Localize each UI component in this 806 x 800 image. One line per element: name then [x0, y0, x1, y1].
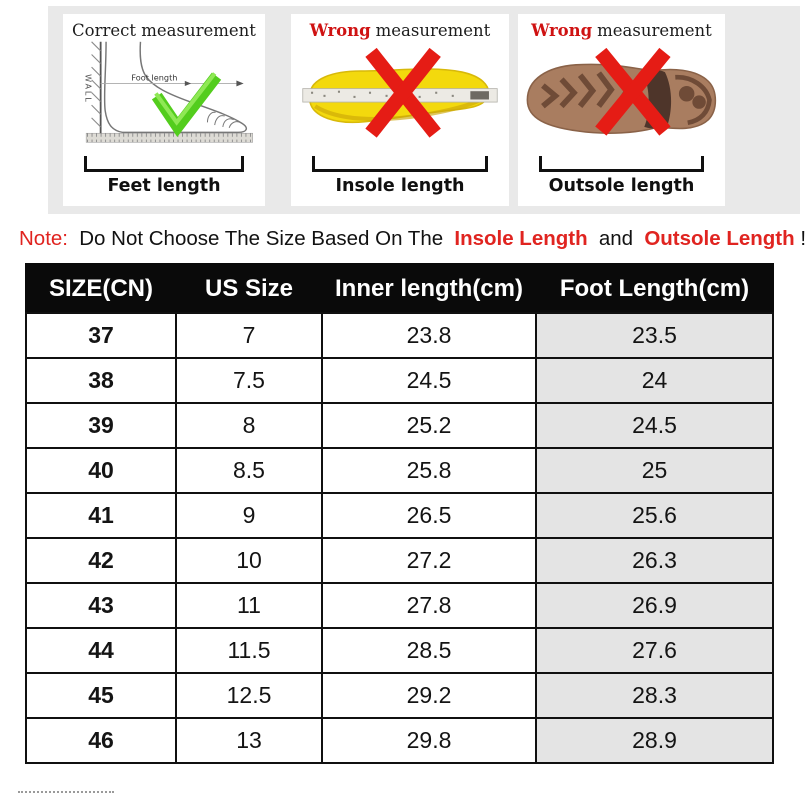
- cell-us-size: 9: [176, 493, 322, 538]
- wall-label: WALL: [83, 74, 94, 104]
- table-row: [26, 448, 773, 493]
- cell-us-size: 11.5: [176, 628, 322, 673]
- cell-size-cn: 45: [26, 673, 176, 718]
- note-exclamation: !: [800, 227, 806, 250]
- ruler-icon: [86, 133, 253, 142]
- note-highlight-outsole: Outsole Length: [644, 227, 795, 250]
- cell-inner-length: 25.2: [322, 403, 536, 448]
- panel-title-text: measurement: [375, 21, 491, 40]
- cell-foot-length: 25: [536, 448, 773, 493]
- feet-length-label: Feet length: [107, 176, 221, 196]
- table-row: [26, 583, 773, 628]
- cell-foot-length: 28.3: [536, 673, 773, 718]
- table-row: [26, 538, 773, 583]
- panel-correct-measurement: [63, 14, 265, 206]
- cell-us-size: 13: [176, 718, 322, 763]
- size-note: [19, 226, 806, 253]
- dotted-line: [18, 791, 114, 793]
- cell-foot-length: 25.6: [536, 493, 773, 538]
- length-bracket: [539, 156, 704, 172]
- panel-title-text: Correct measurement: [72, 21, 256, 40]
- cell-us-size: 8: [176, 403, 322, 448]
- cell-us-size: 10: [176, 538, 322, 583]
- length-bracket: [312, 156, 488, 172]
- cell-foot-length: 23.5: [536, 313, 773, 358]
- insole-diagram: [291, 40, 509, 156]
- panel-wrong-outsole: [518, 14, 725, 206]
- table-header-row: [26, 264, 773, 313]
- wall-icon: [83, 42, 100, 133]
- length-bracket: [84, 156, 244, 172]
- cell-inner-length: 27.8: [322, 583, 536, 628]
- cell-us-size: 8.5: [176, 448, 322, 493]
- cell-size-cn: 42: [26, 538, 176, 583]
- outsole-diagram: [518, 40, 725, 156]
- cell-size-cn: 41: [26, 493, 176, 538]
- cell-inner-length: 24.5: [322, 358, 536, 403]
- cell-inner-length: 28.5: [322, 628, 536, 673]
- foot-length-arrow: [101, 73, 244, 87]
- panel-title-text: measurement: [597, 21, 712, 40]
- cell-foot-length: 26.9: [536, 583, 773, 628]
- cell-foot-length: 24.5: [536, 403, 773, 448]
- cell-size-cn: 46: [26, 718, 176, 763]
- foot-diagram-svg: [63, 40, 265, 156]
- column-header-foot-length: Foot Length(cm): [536, 264, 773, 313]
- cell-size-cn: 38: [26, 358, 176, 403]
- panel-title-highlight: Wrong: [531, 21, 593, 40]
- foot-measurement-diagram: [63, 40, 265, 156]
- cell-size-cn: 44: [26, 628, 176, 673]
- cell-inner-length: 25.8: [322, 448, 536, 493]
- cell-foot-length: 27.6: [536, 628, 773, 673]
- note-label: Note:: [19, 227, 68, 250]
- cell-inner-length: 23.8: [322, 313, 536, 358]
- panel-title: [72, 22, 256, 40]
- column-header-us-size: US Size: [176, 264, 322, 313]
- cell-inner-length: 27.2: [322, 538, 536, 583]
- cell-inner-length: 29.2: [322, 673, 536, 718]
- outsole-svg: [518, 40, 725, 156]
- panel-title: [531, 22, 712, 40]
- table-row: [26, 493, 773, 538]
- note-highlight-insole: Insole Length: [454, 227, 588, 250]
- table-row: [26, 313, 773, 358]
- panel-title-highlight: Wrong: [309, 21, 371, 40]
- cell-inner-length: 29.8: [322, 718, 536, 763]
- cell-us-size: 12.5: [176, 673, 322, 718]
- panel-title: [310, 22, 491, 40]
- note-text: Do Not Choose The Size Based On The: [79, 227, 444, 250]
- cell-foot-length: 24: [536, 358, 773, 403]
- measurement-guide-band: [48, 6, 800, 214]
- table-row: [26, 673, 773, 718]
- cell-inner-length: 26.5: [322, 493, 536, 538]
- size-table: [25, 263, 774, 764]
- cell-size-cn: 37: [26, 313, 176, 358]
- cell-foot-length: 26.3: [536, 538, 773, 583]
- column-header-inner-length: Inner length(cm): [322, 264, 536, 313]
- cell-size-cn: 43: [26, 583, 176, 628]
- outsole-length-label: Outsole length: [548, 176, 695, 196]
- panel-wrong-insole: [291, 14, 509, 206]
- cell-size-cn: 40: [26, 448, 176, 493]
- cell-foot-length: 28.9: [536, 718, 773, 763]
- table-row: [26, 358, 773, 403]
- cell-us-size: 11: [176, 583, 322, 628]
- table-row: [26, 628, 773, 673]
- note-text: and: [598, 227, 634, 250]
- foot-length-annotation: Foot length: [131, 72, 178, 83]
- cell-us-size: 7.5: [176, 358, 322, 403]
- cell-size-cn: 39: [26, 403, 176, 448]
- table-row: [26, 403, 773, 448]
- insole-length-label: Insole length: [335, 176, 465, 196]
- cell-us-size: 7: [176, 313, 322, 358]
- insole-svg: [291, 40, 509, 156]
- column-header-size-cn: SIZE(CN): [26, 264, 176, 313]
- table-row: [26, 718, 773, 763]
